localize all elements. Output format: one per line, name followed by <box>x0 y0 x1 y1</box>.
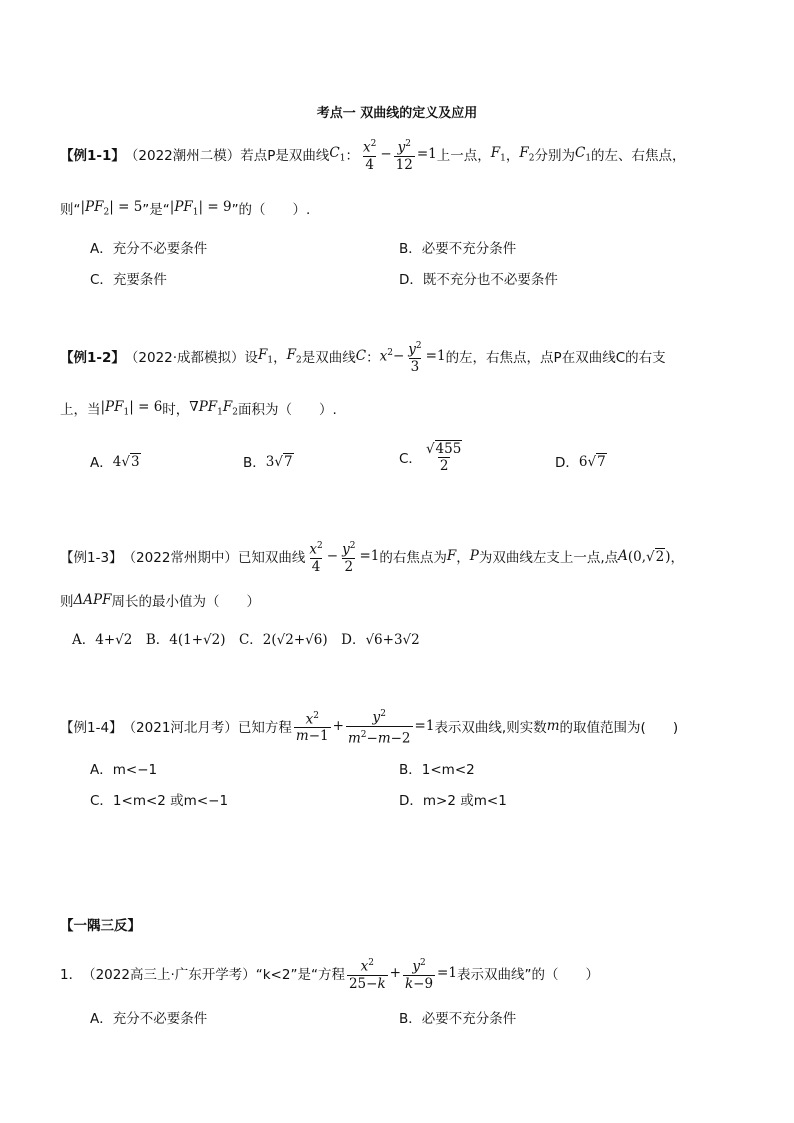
text: 周长的最小值为（ ） <box>111 594 260 610</box>
curve-label: $C_1$ <box>329 144 346 164</box>
option-d: D．m>2 或m<1 <box>399 793 507 809</box>
text: 则“ <box>60 202 81 218</box>
text: 则 <box>60 594 74 610</box>
text: 的左，右焦点，点P在双曲线C的右支 <box>445 350 666 367</box>
text: 表示双曲线,则实数 <box>434 720 547 736</box>
example-tag: 【例1-3】 <box>60 550 123 567</box>
text: 表示双曲线”的（ ） <box>456 967 599 984</box>
option-label: A． <box>90 455 113 471</box>
focus-f2: $F_2$ <box>519 144 535 164</box>
fraction: $\frac{y^2}{3}$ <box>408 341 422 375</box>
fraction: $\frac{y^2}{2}$ <box>342 541 356 575</box>
text: ”是“ <box>142 202 170 218</box>
option-d: D．既不充分也不必要条件 <box>399 272 558 288</box>
equals: =1 <box>416 146 437 163</box>
text: ”的（ ）. <box>231 202 311 218</box>
example-source: （2022·成都模拟） <box>124 350 245 367</box>
option-label: C． <box>399 451 422 467</box>
option-b: B．1<m<2 <box>399 762 475 778</box>
focus-f1: $F_1$ <box>490 144 506 164</box>
value: 2 <box>439 458 449 474</box>
example-1-1-line1: 【例1-1】 （2022潮州二模） 若点P是双曲线 $C_1$ ： $\frac{x^2}{4}$ − $\frac{y^2}{12}$ =1 上一点， $F_1$ ， $F_2$ 分别为 $C_1$ 的左、右焦点， <box>60 136 686 173</box>
option-d: D． 6√7 <box>555 451 607 471</box>
text: 的右焦点为 <box>379 550 447 567</box>
example-source: （2022潮州二模） <box>124 148 241 165</box>
option-b: B．必要不充分条件 <box>399 1011 517 1027</box>
text: 的左、右焦点， <box>591 148 686 165</box>
text: 时， <box>162 402 190 418</box>
colon: ： <box>345 148 359 165</box>
text: 已知双曲线 <box>237 550 306 567</box>
text: 若点P是双曲线 <box>240 148 330 165</box>
option-a: A． 4√3 <box>90 451 141 471</box>
option-a: A．m<−1 <box>90 762 158 778</box>
text: 上一点， <box>436 148 491 165</box>
fraction: $\frac{y^2}{m^2-m-2}$ <box>347 709 411 746</box>
example-source: （2021河北月考） <box>122 720 238 736</box>
fraction: $\frac{y^2}{k-9}$ <box>404 958 434 992</box>
example-1-2-line1: 【例1-2】 （2022·成都模拟） 设 $F_1$ ， $F_2$ 是双曲线 C ： $x^2$ − $\frac{y^2}{3}$ =1 的左，右焦点，点P在双曲线C的右支 <box>60 338 666 375</box>
example-1-3-line1: 【例1-3】 （2022常州期中） 已知双曲线 $\frac{x^2}{4}$ − $\frac{y^2}{2}$ =1 的右焦点为 F ， P 为双曲线左支上一点,点 A (0,√2) ， <box>60 538 684 575</box>
page-title: 考点一 双曲线的定义及应用 <box>316 106 478 121</box>
text: 上，当 <box>60 402 101 418</box>
text: “k<2”是“方程 <box>255 967 345 984</box>
example-tag: 【例1-1】 <box>60 148 125 165</box>
option-label: B． <box>243 455 266 471</box>
option-c: C．充要条件 <box>90 272 167 288</box>
example-1-2-line2: 上，当 $|PF_1| = 6$ 时， $\nabla PF_1F_2$ 面积为（ ）. <box>60 398 337 418</box>
options-row: A．4+√2 B．4(1+√2) C．2(√2+√6) D．√6+3√2 <box>72 632 420 648</box>
example-tag: 【例1-2】 <box>60 350 125 367</box>
example-tag: 【例1-4】 <box>60 720 123 736</box>
question-source: （2022高三上·广东开学考） <box>82 967 256 984</box>
option-label: D． <box>555 455 579 471</box>
option-b: B． 3√7 <box>243 451 294 471</box>
fraction: $\frac{x^2}{4}$ <box>309 541 323 575</box>
option-c: C．1<m<2 或m<−1 <box>90 793 229 809</box>
example-1-4-line1: 【例1-4】 （2021河北月考） 已知方程 $\frac{x^2}{m-1}$ + $\frac{y^2}{m^2-m-2}$ =1 表示双曲线,则实数 m 的取值范围为( ) <box>60 706 678 746</box>
option-c: C． $\frac{√455}{2}$ <box>399 441 462 474</box>
text: 面积为（ ）. <box>238 402 337 418</box>
example-source: （2022常州期中） <box>122 550 238 567</box>
example-1-3-line2: 则 ΔAPF 周长的最小值为（ ） <box>60 592 260 610</box>
text: 已知方程 <box>237 720 292 736</box>
example-1-1-line2: 则“ $|PF_2| = 5$ ”是“ $|PF_1| = 9$ ”的（ ）. <box>60 198 311 218</box>
text: 是双曲线 <box>301 350 356 367</box>
text: 分别为 <box>534 148 575 165</box>
text: 的取值范围为( ) <box>559 720 679 736</box>
fraction: $\frac{y^2}{12}$ <box>395 139 413 173</box>
option-a: A．充分不必要条件 <box>90 1011 208 1027</box>
text: 为双曲线左支上一点,点 <box>478 550 619 567</box>
fraction: $\frac{x^2}{25-k}$ <box>348 958 386 992</box>
fraction: $\frac{x^2}{4}$ <box>362 139 377 173</box>
section-heading: 【一隅三反】 <box>60 918 141 934</box>
question-1-line1: 1． （2022高三上·广东开学考） “k<2”是“方程 $\frac{x^2}{25-k}$ + $\frac{y^2}{k-9}$ =1 表示双曲线”的（ ） <box>60 955 599 992</box>
value: 455 <box>435 441 462 457</box>
question-number: 1． <box>60 967 83 984</box>
text: 设 <box>244 350 259 367</box>
option-a: A．充分不必要条件 <box>90 241 208 257</box>
fraction: $\frac{x^2}{m-1}$ <box>295 710 329 745</box>
option-b: B．必要不充分条件 <box>399 241 517 257</box>
